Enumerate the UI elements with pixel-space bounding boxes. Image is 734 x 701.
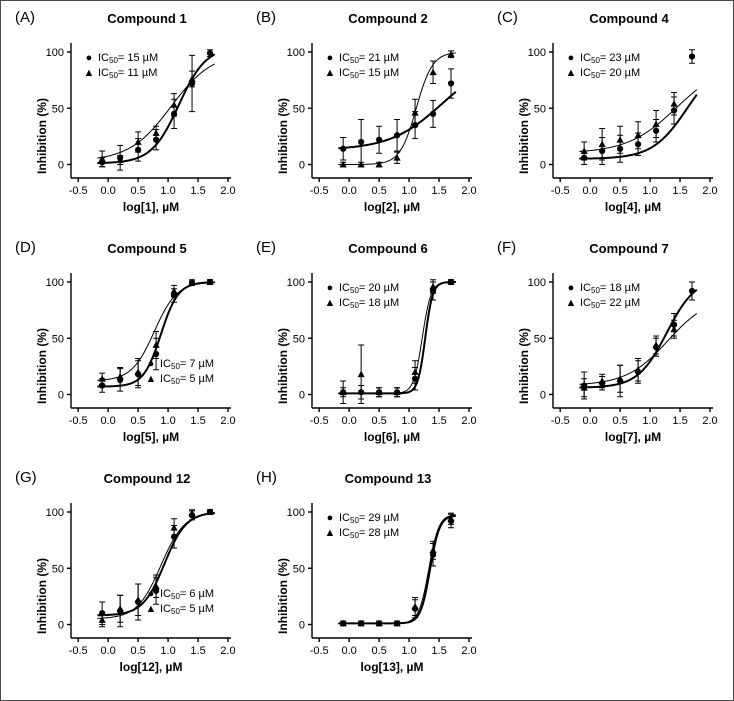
panel-title: Compound 2: [348, 11, 428, 26]
panel-letter: (A): [15, 9, 35, 26]
legend-label: [579, 296, 640, 311]
triangle-marker-icon: ▲: [324, 67, 336, 79]
legend: [563, 281, 640, 311]
chart-panel-a: [15, 9, 247, 234]
svg-text:100: 100: [286, 47, 305, 59]
svg-text:-0.5: -0.5: [68, 645, 88, 657]
svg-text:1.5: 1.5: [431, 185, 447, 197]
legend-item: [81, 66, 158, 81]
ic50-subscript: 50: [591, 301, 600, 310]
ic50-subscript: 50: [109, 56, 118, 65]
svg-text:50: 50: [533, 103, 546, 116]
ic50-value: = 6 µM: [179, 588, 215, 600]
svg-text:1.0: 1.0: [642, 185, 658, 197]
legend: [143, 357, 214, 387]
ic50-value: = 29 µM: [358, 512, 400, 524]
ic50-prefix: IC: [160, 358, 171, 370]
legend-label: [338, 296, 399, 311]
ic50-value: = 5 µM: [179, 603, 215, 615]
panel-title: Compound 5: [107, 241, 187, 256]
legend-label: [338, 526, 399, 541]
legend-item: [563, 66, 640, 81]
svg-text:1.0: 1.0: [642, 415, 658, 427]
legend-item: [563, 296, 640, 311]
panel-letter: (E): [256, 239, 276, 256]
svg-text:1.5: 1.5: [190, 185, 206, 197]
ic50-prefix: IC: [339, 52, 350, 64]
panel-title: Compound 12: [103, 471, 191, 486]
legend-label: [159, 602, 214, 617]
series-triangle: [581, 320, 678, 397]
ic50-prefix: IC: [339, 282, 350, 294]
svg-text:50: 50: [292, 333, 305, 346]
legend-item: [143, 587, 214, 602]
legend-item: [322, 526, 399, 541]
svg-text:0: 0: [298, 389, 305, 402]
legend-label: [97, 66, 157, 81]
triangle-marker-icon: ▲: [324, 297, 336, 309]
legend-item: [143, 357, 214, 372]
svg-text:0.5: 0.5: [612, 415, 628, 427]
legend-label: [159, 372, 214, 387]
legend-label: [579, 281, 640, 296]
legend-label: [338, 66, 399, 81]
chart-panel-d: [15, 239, 247, 464]
ic50-subscript: 50: [350, 56, 359, 65]
svg-text:50: 50: [292, 563, 305, 576]
svg-text:0.0: 0.0: [582, 415, 598, 427]
legend-label: [579, 66, 640, 81]
ic50-prefix: IC: [98, 52, 109, 64]
y-axis-label: Inhibition (%): [35, 328, 49, 404]
ic50-prefix: IC: [339, 527, 350, 539]
legend-item: [322, 296, 399, 311]
legend-label: [338, 281, 399, 296]
x-axis-label: log[2], µM: [363, 200, 421, 214]
ic50-value: = 11 µM: [117, 67, 158, 79]
plot-area-b: [256, 9, 488, 234]
ic50-subscript: 50: [350, 71, 359, 80]
legend: [563, 51, 640, 81]
triangle-marker-icon: ▲: [324, 527, 336, 539]
svg-text:0.5: 0.5: [130, 645, 146, 657]
x-axis-label: log[4], µM: [604, 200, 662, 214]
panel-letter: (D): [15, 239, 36, 256]
ic50-prefix: IC: [339, 67, 350, 79]
svg-text:-0.5: -0.5: [309, 415, 329, 427]
circle-marker-icon: ●: [326, 282, 334, 294]
x-axis-label: log[12], µM: [119, 660, 183, 674]
circle-marker-icon: ●: [147, 588, 155, 600]
legend: [81, 51, 158, 81]
circle-marker-icon: ●: [147, 358, 155, 370]
chart-panel-e: [256, 239, 488, 464]
svg-text:50: 50: [292, 103, 305, 116]
svg-text:0: 0: [539, 159, 546, 172]
y-axis-label: Inhibition (%): [35, 558, 49, 634]
svg-text:0: 0: [298, 619, 305, 632]
svg-text:1.0: 1.0: [401, 645, 417, 657]
panel-letter: (B): [256, 9, 276, 26]
svg-text:-0.5: -0.5: [68, 415, 88, 427]
svg-text:1.5: 1.5: [672, 415, 688, 427]
svg-text:0.5: 0.5: [371, 185, 387, 197]
ic50-value: = 28 µM: [358, 527, 400, 539]
plot-area-a: [15, 9, 247, 234]
ic50-prefix: IC: [98, 67, 109, 79]
svg-text:-0.5: -0.5: [550, 415, 570, 427]
legend-label: [159, 587, 214, 602]
legend-item: [322, 511, 399, 526]
ic50-prefix: IC: [160, 373, 171, 385]
svg-text:0: 0: [57, 619, 64, 632]
x-axis-label: log[1], µM: [122, 200, 180, 214]
svg-text:1.5: 1.5: [190, 645, 206, 657]
ic50-subscript: 50: [350, 531, 359, 540]
svg-text:0.5: 0.5: [130, 415, 146, 427]
svg-text:100: 100: [286, 277, 305, 289]
svg-text:0.0: 0.0: [341, 185, 357, 197]
triangle-marker-icon: ▲: [565, 67, 577, 79]
ic50-value: = 18 µM: [599, 282, 641, 294]
svg-text:100: 100: [527, 47, 546, 59]
circle-marker-icon: ●: [326, 512, 334, 524]
ic50-value: = 18 µM: [358, 297, 400, 309]
svg-text:1.0: 1.0: [160, 645, 176, 657]
legend-item: [563, 51, 640, 66]
svg-text:-0.5: -0.5: [309, 645, 329, 657]
triangle-marker-icon: ▲: [145, 603, 157, 615]
svg-text:1.5: 1.5: [431, 415, 447, 427]
svg-text:100: 100: [286, 507, 305, 519]
circle-marker-icon: ●: [85, 52, 93, 64]
y-axis-label: Inhibition (%): [276, 328, 290, 404]
chart-panel-c: [497, 9, 729, 234]
y-axis-label: Inhibition (%): [276, 558, 290, 634]
ic50-subscript: 50: [171, 362, 180, 371]
svg-text:0.0: 0.0: [100, 185, 116, 197]
panel-title: Compound 1: [107, 11, 187, 26]
ic50-value: = 20 µM: [599, 67, 641, 79]
circle-marker-icon: ●: [326, 52, 334, 64]
legend-item: [563, 281, 640, 296]
ic50-prefix: IC: [580, 52, 591, 64]
x-axis-label: log[13], µM: [360, 660, 424, 674]
panel-letter: (H): [256, 469, 277, 486]
plot-area-f: [497, 239, 729, 464]
chart-panel-b: [256, 9, 488, 234]
x-axis-label: log[5], µM: [122, 430, 180, 444]
svg-text:0: 0: [57, 159, 64, 172]
svg-text:-0.5: -0.5: [309, 185, 329, 197]
legend-item: [322, 281, 399, 296]
y-axis-label: Inhibition (%): [35, 98, 49, 174]
svg-text:2.0: 2.0: [220, 645, 236, 657]
svg-text:0.5: 0.5: [612, 185, 628, 197]
svg-text:2.0: 2.0: [461, 415, 477, 427]
svg-text:-0.5: -0.5: [550, 185, 570, 197]
svg-text:0: 0: [298, 159, 305, 172]
x-axis-label: log[6], µM: [363, 430, 421, 444]
ic50-subscript: 50: [591, 56, 600, 65]
ic50-value: = 15 µM: [117, 52, 159, 64]
ic50-value: = 5 µM: [179, 373, 215, 385]
circle-marker-icon: ●: [567, 282, 575, 294]
svg-text:50: 50: [51, 333, 64, 346]
svg-text:50: 50: [51, 103, 64, 116]
circle-marker-icon: ●: [567, 52, 575, 64]
svg-text:100: 100: [45, 507, 64, 519]
triangle-marker-icon: ▲: [83, 67, 95, 79]
ic50-subscript: 50: [350, 286, 359, 295]
svg-text:1.5: 1.5: [190, 415, 206, 427]
svg-text:0.5: 0.5: [371, 645, 387, 657]
svg-text:0.0: 0.0: [582, 185, 598, 197]
ic50-subscript: 50: [350, 516, 359, 525]
ic50-prefix: IC: [339, 297, 350, 309]
svg-text:1.0: 1.0: [401, 415, 417, 427]
svg-text:50: 50: [533, 333, 546, 346]
legend-label: [579, 51, 640, 66]
panel-letter: (C): [497, 9, 518, 26]
svg-text:1.0: 1.0: [401, 185, 417, 197]
legend-item: [143, 372, 214, 387]
svg-text:0: 0: [539, 389, 546, 402]
svg-text:0.0: 0.0: [100, 415, 116, 427]
ic50-subscript: 50: [591, 286, 600, 295]
chart-panel-g: [15, 469, 247, 694]
legend-label: [159, 357, 214, 372]
ic50-subscript: 50: [171, 592, 180, 601]
legend-item: [81, 51, 158, 66]
ic50-value: = 23 µM: [599, 52, 641, 64]
ic50-subscript: 50: [109, 71, 118, 80]
panel-title: Compound 4: [589, 11, 669, 26]
ic50-subscript: 50: [171, 607, 180, 616]
svg-text:50: 50: [51, 563, 64, 576]
legend: [143, 587, 214, 617]
ic50-value: = 21 µM: [358, 52, 400, 64]
svg-text:-0.5: -0.5: [68, 185, 88, 197]
svg-text:1.0: 1.0: [160, 185, 176, 197]
ic50-value: = 15 µM: [358, 67, 400, 79]
ic50-subscript: 50: [350, 301, 359, 310]
triangle-marker-icon: ▲: [145, 373, 157, 385]
svg-text:0.0: 0.0: [100, 645, 116, 657]
ic50-value: = 7 µM: [179, 358, 215, 370]
ic50-prefix: IC: [339, 512, 350, 524]
legend: [322, 281, 399, 311]
legend-item: [143, 602, 214, 617]
panel-title: Compound 6: [348, 241, 428, 256]
y-axis-label: Inhibition (%): [517, 98, 531, 174]
ic50-prefix: IC: [160, 588, 171, 600]
legend: [322, 511, 399, 541]
ic50-subscript: 50: [171, 377, 180, 386]
plot-area-d: [15, 239, 247, 464]
svg-text:0: 0: [57, 389, 64, 402]
legend-label: [338, 51, 399, 66]
y-axis-label: Inhibition (%): [517, 328, 531, 404]
legend-item: [322, 66, 399, 81]
panel-letter: (G): [15, 469, 37, 486]
ic50-value: = 22 µM: [599, 297, 641, 309]
ic50-prefix: IC: [580, 282, 591, 294]
svg-text:100: 100: [45, 277, 64, 289]
svg-text:2.0: 2.0: [702, 415, 718, 427]
svg-text:2.0: 2.0: [702, 185, 718, 197]
series-circle: [340, 69, 454, 165]
svg-text:2.0: 2.0: [220, 415, 236, 427]
plot-area-h: [256, 469, 488, 694]
legend-label: [97, 51, 158, 66]
y-axis-label: Inhibition (%): [276, 98, 290, 174]
legend-label: [338, 511, 399, 526]
svg-text:100: 100: [45, 47, 64, 59]
panel-title: Compound 13: [344, 471, 432, 486]
panel-title: Compound 7: [589, 241, 669, 256]
svg-text:0.0: 0.0: [341, 415, 357, 427]
ic50-prefix: IC: [580, 297, 591, 309]
plot-area-g: [15, 469, 247, 694]
svg-text:2.0: 2.0: [220, 185, 236, 197]
legend: [322, 51, 399, 81]
ic50-value: = 20 µM: [358, 282, 400, 294]
svg-text:100: 100: [527, 277, 546, 289]
ic50-subscript: 50: [591, 71, 600, 80]
ic50-prefix: IC: [580, 67, 591, 79]
svg-text:2.0: 2.0: [461, 645, 477, 657]
svg-text:0.5: 0.5: [371, 415, 387, 427]
panel-letter: (F): [497, 239, 517, 256]
legend-item: [322, 51, 399, 66]
svg-text:1.5: 1.5: [672, 185, 688, 197]
svg-text:0.5: 0.5: [130, 185, 146, 197]
chart-panel-h: [256, 469, 488, 694]
chart-panel-f: [497, 239, 729, 464]
plot-area-c: [497, 9, 729, 234]
svg-text:2.0: 2.0: [461, 185, 477, 197]
svg-text:0.0: 0.0: [341, 645, 357, 657]
svg-text:1.5: 1.5: [431, 645, 447, 657]
svg-text:1.0: 1.0: [160, 415, 176, 427]
x-axis-label: log[7], µM: [604, 430, 662, 444]
ic50-prefix: IC: [160, 603, 171, 615]
triangle-marker-icon: ▲: [565, 297, 577, 309]
plot-area-e: [256, 239, 488, 464]
